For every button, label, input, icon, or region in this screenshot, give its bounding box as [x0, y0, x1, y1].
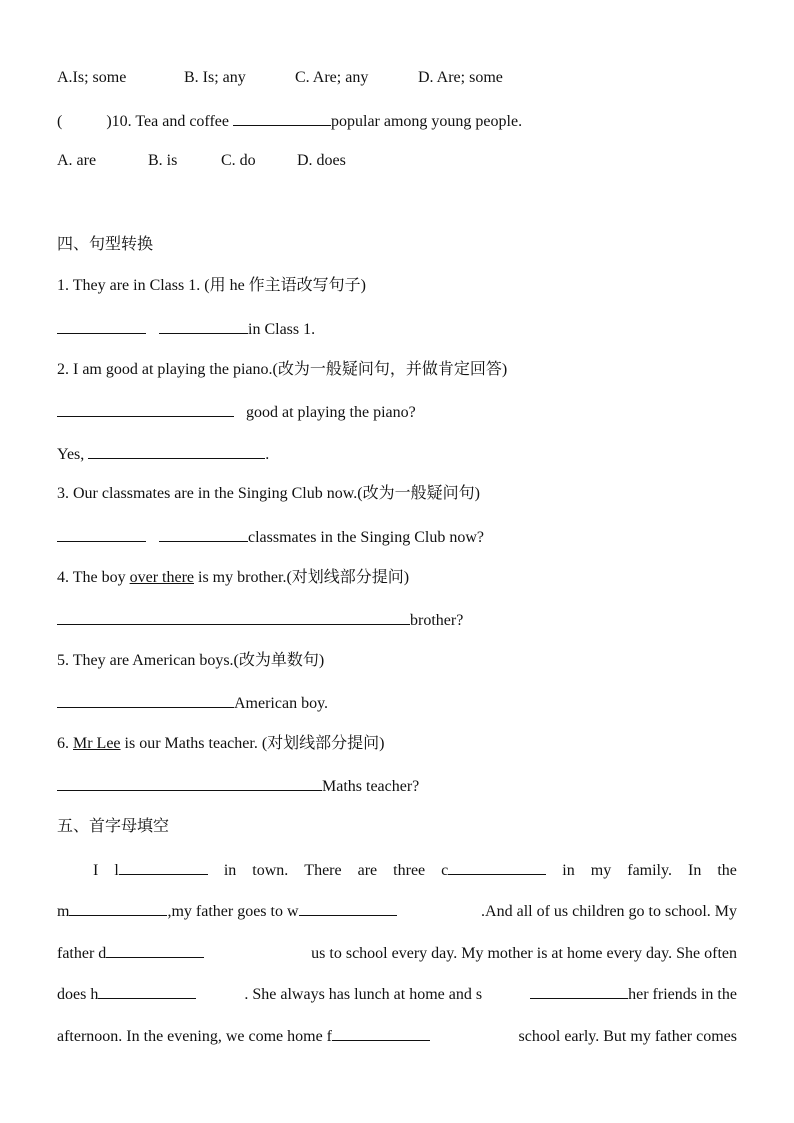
s4-a3-tail: classmates in the Singing Club now? — [248, 529, 484, 546]
s5-blank-h[interactable] — [98, 982, 196, 999]
s5-seg-text: us to school every day. My mother is at home every day. She often — [311, 945, 737, 962]
q10-text-rest: popular among young people. — [331, 113, 523, 130]
q9-option-d: D. Are; some — [418, 69, 503, 86]
s5-blank-c[interactable] — [448, 858, 546, 875]
s4-a2 — [57, 400, 737, 424]
s5-word: three — [393, 862, 426, 879]
s5-blank-d[interactable] — [106, 941, 204, 958]
q9-option-c: C. Are; any — [295, 69, 369, 86]
s4-q4 — [57, 567, 737, 589]
s4-a1-blank2[interactable] — [159, 317, 248, 334]
s4-a3-blank2[interactable] — [159, 525, 248, 542]
s4-q6-post: is our Maths teacher. (对划线部分提问) — [124, 735, 385, 752]
s4-a2-yes — [57, 442, 737, 466]
s5-seg: does h — [57, 982, 196, 1006]
s5-seg-text: . She always has lunch at home and s — [244, 986, 483, 1003]
s5-blank-f[interactable] — [332, 1024, 430, 1041]
s4-q4-pre: 4. The boy — [57, 569, 126, 586]
s5-line5 — [57, 1024, 737, 1048]
s4-a5 — [57, 691, 737, 715]
s5-word: my — [590, 862, 612, 879]
s4-a1 — [57, 317, 737, 341]
q10-option-c: C. do — [221, 152, 256, 169]
s5-seg-text: school early. But my father comes — [518, 1028, 737, 1045]
s4-a2-tail: good at playing the piano? — [246, 404, 416, 421]
s4-a2-yes-label: Yes, — [57, 446, 85, 463]
s5-line3 — [57, 941, 737, 965]
s5-seg: m ,my father goes to w — [57, 899, 397, 923]
s4-q5: 5. They are American boys.(改为单数句) — [57, 652, 325, 669]
s4-q4-underlined: over there — [129, 569, 194, 586]
s4-a3-blank1[interactable] — [57, 525, 146, 542]
section4-title: 四、句型转换 — [57, 236, 154, 253]
s5-word: There — [304, 862, 342, 879]
s5-word: are — [357, 862, 378, 879]
s5-word: c — [441, 858, 546, 882]
s4-a4 — [57, 608, 737, 632]
s4-a6 — [57, 774, 737, 798]
s4-a6-blank[interactable] — [57, 774, 322, 791]
s4-a1-tail: in Class 1. — [248, 321, 316, 338]
q10-blank[interactable] — [233, 109, 331, 126]
s4-a2-blank[interactable] — [57, 400, 234, 417]
s5-blank-w[interactable] — [299, 899, 397, 916]
q10-option-a: A. are — [57, 152, 97, 169]
q9-option-b: B. Is; any — [184, 69, 246, 86]
s5-word: family. — [627, 862, 672, 879]
section5-title: 五、首字母填空 — [57, 818, 170, 835]
s5-word: town. — [252, 862, 289, 879]
s4-a6-tail: Maths teacher? — [322, 778, 420, 795]
s4-a5-blank[interactable] — [57, 691, 234, 708]
q10-stem — [57, 109, 737, 133]
s4-a2-yes-blank[interactable] — [88, 442, 265, 459]
s5-line1 — [93, 858, 737, 882]
s4-q1: 1. They are in Class 1. (用 he 作主语改写句子) — [57, 277, 366, 294]
s4-q3: 3. Our classmates are in the Singing Club now.(改为一般疑问句) — [57, 485, 480, 502]
s4-q4-post: is my brother.(对划线部分提问) — [198, 569, 410, 586]
q10-options — [57, 150, 737, 172]
s4-q2: 2. I am good at playing the piano.(改为一般疑问句，并做肯定回答) — [57, 361, 508, 378]
s5-blank-m[interactable] — [69, 899, 167, 916]
q10-text: )10. Tea and coffee — [106, 113, 229, 130]
s5-word: in — [223, 862, 237, 879]
s4-a1-blank1[interactable] — [57, 317, 146, 334]
s5-word: in — [562, 862, 575, 879]
s4-q6-underlined: Mr Lee — [73, 735, 121, 752]
s4-a4-tail: brother? — [410, 612, 464, 629]
q10-option-b: B. is — [148, 152, 178, 169]
s5-line2 — [57, 899, 737, 923]
s5-word: the — [717, 862, 737, 879]
s4-a2-yes-period: . — [265, 446, 270, 463]
s5-blank-s[interactable] — [530, 982, 628, 999]
s5-word: I — [93, 862, 99, 879]
s4-q6-pre: 6. — [57, 735, 69, 752]
q10-option-d: D. does — [297, 152, 346, 169]
s4-q6 — [57, 733, 737, 755]
s5-seg-text: .And all of us children go to school. My — [481, 903, 737, 920]
s5-seg: afternoon. In the evening, we come home f — [57, 1024, 430, 1048]
q9-options — [57, 67, 737, 89]
q9-option-a: A.Is; some — [57, 69, 127, 86]
s5-blank-l[interactable] — [119, 858, 208, 875]
s4-a4-blank[interactable] — [57, 608, 410, 625]
s5-seg: father d — [57, 941, 204, 965]
s4-a3 — [57, 525, 737, 549]
q10-paren-open: ( — [57, 113, 63, 130]
s4-a5-tail: American boy. — [234, 695, 329, 712]
s5-seg: her friends in the — [530, 982, 737, 1006]
s5-word: l — [114, 858, 207, 882]
s5-line4 — [57, 982, 737, 1006]
s5-word: In — [687, 862, 702, 879]
